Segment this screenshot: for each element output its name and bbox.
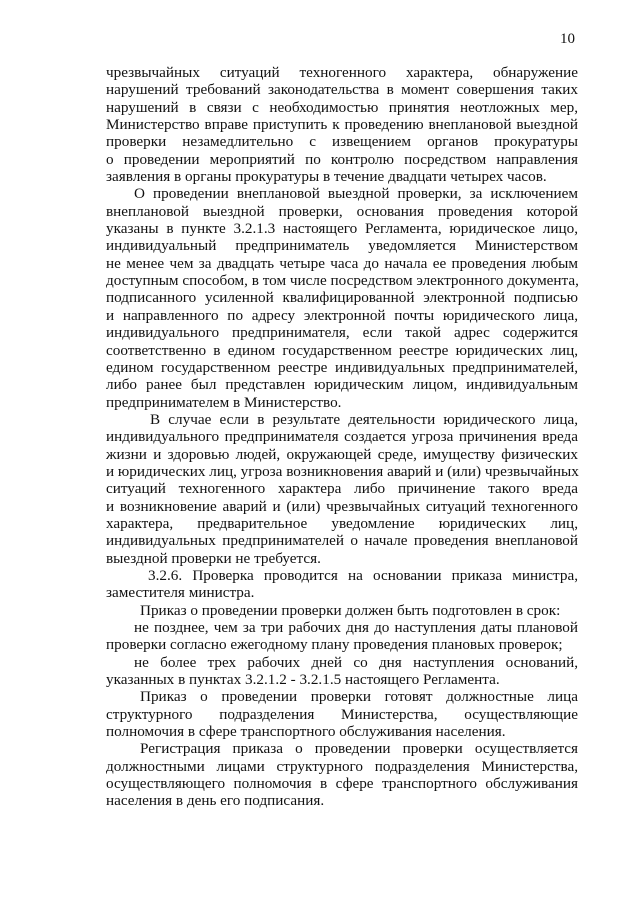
- text-line: Регистрация приказа о проведении проверки осуществляется: [140, 740, 578, 758]
- text-line: о проведении мероприятий по контролю посредством направления: [106, 150, 578, 168]
- text-line: должностными лицами структурного подразделения Министерства,: [106, 757, 578, 775]
- text-line: чрезвычайных ситуаций техногенного характера, обнаружение: [106, 64, 578, 81]
- text-line: О проведении внеплановой выездной проверки, за исключением: [134, 185, 578, 203]
- text-line: и направленного по адресу электронной почты юридического лица,: [106, 306, 578, 324]
- text-line: Приказ о проведении проверки готовят должностные лица: [140, 688, 578, 706]
- text-line: Приказ о проведении проверки должен быть подготовлен в срок:: [140, 601, 561, 619]
- text-line: Министерство вправе приступить к проведению внеплановой выездной: [106, 116, 578, 134]
- text-line: не более трех рабочих дней со дня наступления оснований,: [134, 653, 578, 671]
- text-line: 3.2.6. Проверка проводится на основании приказа министра,: [148, 566, 578, 584]
- text-line: внеплановой выездной проверки, основания проведения которой: [106, 202, 578, 220]
- text-line: указанных в пунктах 3.2.1.2 - 3.2.1.5 настоящего Регламента.: [106, 671, 500, 689]
- document-body: [106, 64, 578, 810]
- text-line: осуществляющего полномочия в сфере транспортного обслуживания: [106, 775, 578, 793]
- text-line: нарушений в связи с необходимостью принятия неотложных мер,: [106, 98, 578, 116]
- text-line: населения в день его подписания.: [106, 792, 325, 810]
- text-line: либо ранее был представлен юридическим лицом, индивидуальным: [106, 376, 578, 394]
- text-line: нарушений требований законодательства в момент совершения таких: [106, 81, 578, 99]
- text-line: едином государственном реестре индивидуальных предпринимателей,: [106, 358, 578, 376]
- text-line: индивидуального предпринимателя создается угроза причинения вреда: [106, 428, 578, 446]
- text-line: соответственно в едином государственном реестре юридических лиц,: [106, 341, 578, 359]
- text-line: выездной проверки не требуется.: [106, 549, 321, 567]
- text-line: не менее чем за двадцать четыре часа до начала ее проведения любым: [106, 254, 578, 272]
- text-line: полномочия в сфере транспортного обслуживания населения.: [106, 723, 506, 741]
- text-line: и возникновение аварий и (или) чрезвычайных ситуаций техногенного: [106, 497, 578, 515]
- text-line: проверки согласно ежегодному плану проведения плановых проверок;: [106, 636, 563, 654]
- text-line: и юридических лиц, угроза возникновения аварий и (или) чрезвычайных: [106, 462, 579, 480]
- text-line: индивидуального предпринимателя, если такой адрес содержится: [106, 324, 578, 342]
- text-line: заместителя министра.: [106, 584, 255, 602]
- text-line: жизни и здоровью людей, окружающей среде, имуществу физических: [106, 445, 578, 463]
- text-line: проверки незамедлительно с извещением органов прокуратуры: [106, 133, 578, 151]
- text-line: индивидуальный предприниматель уведомляется Министерством: [106, 237, 578, 255]
- text-line: не позднее, чем за три рабочих дня до наступления даты плановой: [134, 619, 578, 636]
- text-line: доступным способом, в том числе посредством электронного документа,: [106, 272, 579, 290]
- text-line: структурного подразделения Министерства, осуществляющие: [106, 705, 578, 723]
- text-line: ситуаций техногенного характера либо причинение такого вреда: [106, 480, 578, 498]
- text-line: заявления в органы прокуратуры в течение двадцати четырех часов.: [106, 168, 547, 186]
- text-line: характера, предварительное уведомление юридических лиц,: [106, 514, 578, 532]
- text-line: предпринимателем в Министерство.: [106, 393, 342, 411]
- text-line: индивидуальных предпринимателей о начале проведения внеплановой: [106, 532, 578, 550]
- page-number: 10: [560, 31, 575, 47]
- text-line: указаны в пункте 3.2.1.3 настоящего Регламента, юридическое лицо,: [106, 220, 578, 238]
- text-line: В случае если в результате деятельности юридического лица,: [150, 410, 578, 428]
- text-line: подписанного усиленной квалифицированной электронной подписью: [106, 289, 578, 307]
